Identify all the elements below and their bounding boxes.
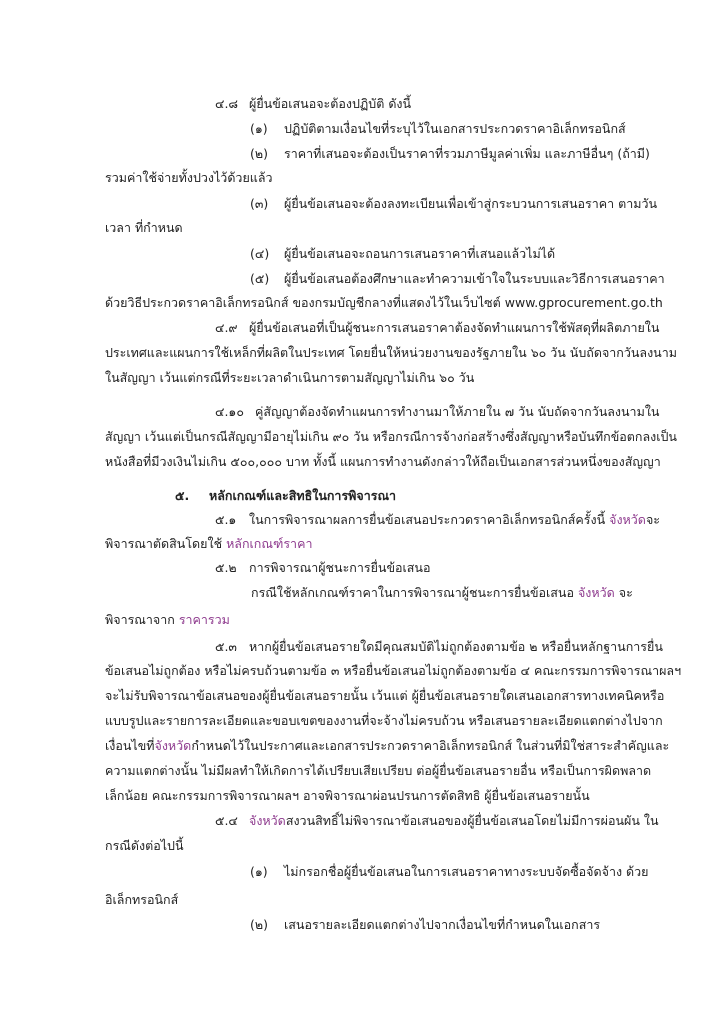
- section-number: ๕.: [175, 488, 190, 503]
- section-text: สงวนสิทธิ์ไม่พิจารณาข้อเสนอของผู้ยื่นข้อเสนอโดยไม่มีการผ่อนผัน ใน: [285, 813, 659, 828]
- section-text: ผู้ยื่นข้อเสนอที่เป็นผู้ชนะการเสนอราคาต้องจัดทำแผนการใช้พัสดุที่ผลิตภายใน: [249, 320, 660, 335]
- section-5-3-line-5: [105, 736, 669, 756]
- section-5-4-line-2: กรณีดังต่อไปนี้: [105, 838, 184, 853]
- section-number: ๕.๑: [215, 512, 237, 527]
- item-text: ผู้ยื่นข้อเสนอจะถอนการเสนอราคาที่เสนอแล้วไม่ได้: [284, 246, 556, 261]
- section-5-3-line-4: แบบรูปและรายการละเอียดและขอบเขตของงานที่จะจ้างไม่ครบถ้วน หรือเสนอรายละเอียดแตกต่างไปจาก: [105, 713, 663, 728]
- section-text: คู่สัญญาต้องจัดทำแผนการทำงานมาให้ภายใน ๗ วัน นับถัดจากวันลงนามใน: [255, 404, 660, 419]
- section-text: การพิจารณาผู้ชนะการยื่นข้อเสนอ: [249, 560, 431, 575]
- section-5-3-line-3: จะไม่รับพิจารณาข้อเสนอของผู้ยื่นข้อเสนอรายนั้น เว้นแต่ ผู้ยื่นข้อเสนอรายใดเสนอเอกสารทางเทคนิคหรือ: [105, 688, 665, 703]
- section-text: กรณีใช้หลักเกณฑ์ราคาในการพิจารณาผู้ชนะการยื่นข้อเสนอ: [251, 585, 574, 600]
- section-text: ในการพิจารณาผลการยื่นข้อเสนอประกวดราคาอิเล็กทรอนิกส์ครั้งนี้: [249, 512, 606, 527]
- item-4-8-2: [250, 144, 650, 164]
- item-number: (๔): [250, 246, 270, 261]
- item-number: (๑): [250, 864, 268, 879]
- section-5-2-line-3: [105, 610, 230, 630]
- section-text-end: จะ: [645, 512, 660, 527]
- section-number: ๕.๓: [215, 639, 237, 654]
- section-4-10-line-3: หนังสือที่มีวงเงินไม่เกิน ๕๐๐,๐๐๐ บาท ทั้งนี้ แผนการทำงานดังกล่าวให้ถือเป็นเอกสารส่วนหนึ่งของสัญญา: [105, 454, 661, 469]
- section-text: เงื่อนไขที่: [105, 738, 155, 753]
- item-4-8-2-cont: รวมค่าใช้จ่ายทั้งปวงไว้ด้วยแล้ว: [105, 170, 273, 185]
- section-text: พิจารณาจาก: [105, 612, 175, 627]
- section-4-10-line-1: [215, 402, 659, 422]
- item-4-8-1: [250, 119, 626, 139]
- item-number: (๕): [250, 271, 270, 286]
- item-text: ไม่กรอกชื่อผู้ยื่นข้อเสนอในการเสนอราคาทางระบบจัดซื้อจัดจ้าง ด้วย: [284, 864, 649, 879]
- highlight-province: จังหวัด: [577, 585, 615, 600]
- item-text: ราคาที่เสนอจะต้องเป็นราคาที่รวมภาษีมูลค่าเพิ่ม และภาษีอื่นๆ (ถ้ามี): [284, 146, 650, 161]
- section-5-3-line-6: ความแตกต่างนั้น ไม่มีผลทำให้เกิดการได้เปรียบเสียเปรียบ ต่อผู้ยื่นข้อเสนอรายอื่น หรือเป็นการผิดพลาด: [105, 763, 652, 778]
- item-number: (๓): [250, 196, 269, 211]
- section-number: ๔.๘: [215, 96, 239, 111]
- item-4-8-3-cont: เวลา ที่กำหนด: [105, 220, 183, 235]
- item-5-4-1-cont: อิเล็กทรอนิกส์: [105, 892, 179, 907]
- section-5-1-line-1: [215, 510, 660, 530]
- section-5-4-line-1: [215, 811, 659, 831]
- highlight-province: จังหวัด: [609, 512, 646, 527]
- item-4-8-3: [250, 194, 657, 214]
- item-4-8-5-cont: ด้วยวิธีประกวดราคาอิเล็กทรอนิกส์ ของกรมบัญชีกลางที่แสดงไว้ในเว็บไซต์ www.gprocurement.go.th: [105, 295, 663, 310]
- section-text-end: จะ: [618, 585, 633, 600]
- item-text: เสนอรายละเอียดแตกต่างไปจากเงื่อนไขที่กำหนดในเอกสาร: [284, 917, 601, 932]
- item-5-4-2: [250, 915, 600, 935]
- item-5-4-1: [250, 862, 649, 882]
- item-number: (๒): [250, 146, 268, 161]
- item-4-8-4: [250, 244, 555, 264]
- section-4-10-line-2: สัญญา เว้นแต่เป็นกรณีสัญญามีอายุไม่เกิน ๙๐ วัน หรือกรณีการจ้างก่อสร้างซึ่งสัญญาหรือบันทึกข้อตกลงเป็น: [105, 429, 677, 444]
- section-number: ๔.๙: [215, 320, 238, 335]
- section-text: พิจารณาตัดสินโดยใช้: [105, 536, 223, 551]
- section-5-2-line-2: [251, 583, 633, 603]
- section-5-2-line-1: [215, 558, 430, 578]
- section-5-3-line-1: [215, 637, 663, 657]
- item-text: ผู้ยื่นข้อเสนอจะต้องลงทะเบียนเพื่อเข้าสู่กระบวนการเสนอราคา ตามวัน: [284, 196, 658, 211]
- item-number: (๑): [250, 121, 268, 136]
- section-number: ๕.๔: [215, 813, 238, 828]
- section-text: ผู้ยื่นข้อเสนอจะต้องปฏิบัติ ดังนี้: [249, 96, 412, 111]
- section-5-3-line-7: เล็กน้อย คณะกรรมการพิจารณาผลฯ อาจพิจารณาผ่อนปรนการตัดสิทธิ ผู้ยื่นข้อเสนอรายนั้น: [105, 788, 590, 803]
- section-5-1-line-2: [105, 534, 312, 554]
- section-number: ๕.๒: [215, 560, 237, 575]
- item-4-8-5: [250, 269, 665, 289]
- section-text-cont: กำหนดไว้ในประกาศและเอกสารประกวดราคาอิเล็กทรอนิกส์ ในส่วนที่มิใช่สาระสำคัญและ: [191, 738, 670, 753]
- section-5-3-line-2: ข้อเสนอไม่ถูกต้อง หรือไม่ครบถ้วนตามข้อ ๓ หรือยื่นข้อเสนอไม่ถูกต้องตามข้อ ๔ คณะกรรมการพิจารณาผลฯ: [105, 663, 682, 678]
- highlight-total-price: ราคารวม: [178, 612, 230, 627]
- section-5-heading: [175, 486, 396, 506]
- section-4-8-line: [215, 94, 411, 114]
- section-text: หากผู้ยื่นข้อเสนอรายใดมีคุณสมบัติไม่ถูกต้องตามข้อ ๒ หรือยื่นหลักฐานการยื่น: [249, 639, 663, 654]
- highlight-criteria: หลักเกณฑ์ราคา: [226, 536, 313, 551]
- section-4-9-line-2: ประเทศและแผนการใช้เหล็กที่ผลิตในประเทศ โดยยื่นให้หน่วยงานของรัฐภายใน ๖๐ วัน นับถัดจากวันลงนาม: [105, 345, 677, 360]
- item-text: ปฏิบัติตามเงื่อนไขที่ระบุไว้ในเอกสารประกวดราคาอิเล็กทรอนิกส์: [284, 121, 626, 136]
- item-text: ผู้ยื่นข้อเสนอต้องศึกษาและทำความเข้าใจในระบบและวิธีการเสนอราคา: [284, 271, 665, 286]
- section-4-9-line-1: [215, 318, 659, 338]
- section-number: ๔.๑๐: [215, 404, 244, 419]
- highlight-province: จังหวัด: [249, 813, 286, 828]
- section-title: หลักเกณฑ์และสิทธิในการพิจารณา: [209, 488, 397, 503]
- highlight-province: จังหวัด: [154, 738, 192, 753]
- item-number: (๒): [250, 917, 268, 932]
- section-4-9-line-3: ในสัญญา เว้นแต่กรณีที่ระยะเวลาดำเนินการตามสัญญาไม่เกิน ๖๐ วัน: [105, 370, 475, 385]
